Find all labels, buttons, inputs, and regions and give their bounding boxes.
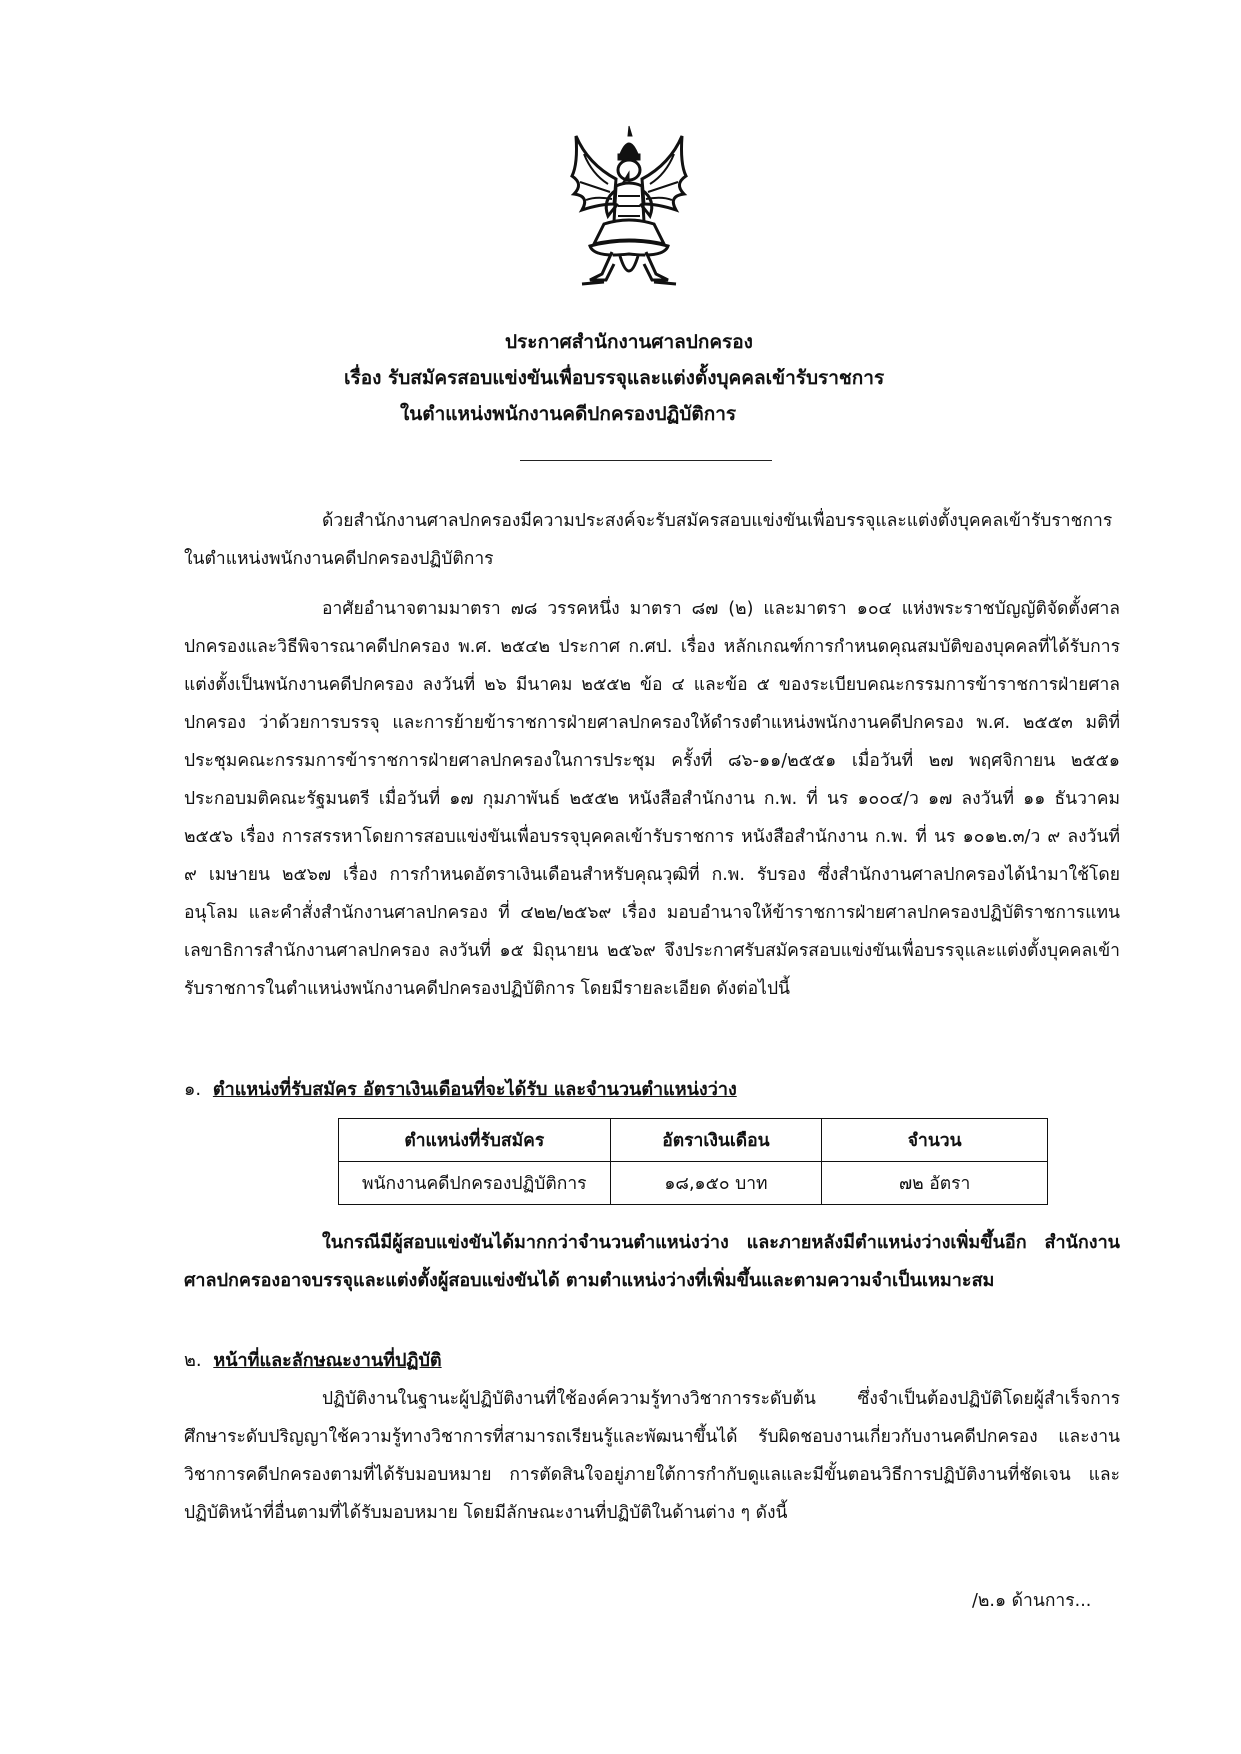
vacancy-note: ในกรณีมีผู้สอบแข่งขันได้มากกว่าจำนวนตำแหน่งว่าง และภายหลังมีตำแหน่งว่างเพิ่มขึ้นอีก สำนักงานศาลปกครองอาจบรรจุและแต่งตั้งผู้สอบแข่งขันได้ ตามตำแหน่งว่างที่เพิ่มขึ้นและตามความจำเป็นเหมาะสม	[184, 1232, 1120, 1291]
title-divider	[520, 460, 772, 461]
table-header-position: ตำแหน่งที่รับสมัคร	[339, 1119, 611, 1162]
section-2-number: ๒.	[184, 1350, 202, 1371]
title-line-1: ประกาศสำนักงานศาลปกครอง	[505, 331, 753, 353]
table-header-count: จำนวน	[822, 1119, 1048, 1162]
section-2-title: หน้าที่และลักษณะงานที่ปฏิบัติ	[213, 1350, 442, 1371]
positions-table	[338, 1118, 1048, 1205]
section-2-heading	[184, 1345, 442, 1374]
table-row	[339, 1162, 1048, 1205]
cell-position: พนักงานคดีปกครองปฏิบัติการ	[339, 1162, 611, 1205]
section-1-title: ตำแหน่งที่รับสมัคร อัตราเงินเดือนที่จะได้รับ และจำนวนตำแหน่งว่าง	[212, 1079, 737, 1100]
table-header-salary: อัตราเงินเดือน	[610, 1119, 822, 1162]
title-line-2: เรื่อง รับสมัครสอบแข่งขันเพื่อบรรจุและแต่งตั้งบุคคลเข้ารับราชการ	[344, 367, 885, 389]
section-1-number: ๑.	[184, 1079, 202, 1100]
cell-count: ๗๒ อัตรา	[822, 1162, 1048, 1205]
intro-paragraph: ด้วยสำนักงานศาลปกครองมีความประสงค์จะรับสมัครสอบแข่งขันเพื่อบรรจุและแต่งตั้งบุคคลเข้ารับราชการในตำแหน่งพนักงานคดีปกครองปฏิบัติการ	[184, 511, 1113, 569]
cell-salary: ๑๘,๑๕๐ บาท	[610, 1162, 822, 1205]
duties-paragraph: ปฏิบัติงานในฐานะผู้ปฏิบัติงานที่ใช้องค์ความรู้ทางวิชาการระดับต้น ซึ่งจำเป็นต้องปฏิบัติโดยผู้สำเร็จการศึกษาระดับปริญญาใช้ความรู้ทางวิชาการที่สามารถเรียนรู้และพัฒนาขึ้นได้ รับผิดชอบงานเกี่ยวกับงานคดีปกครอง และงานวิชาการคดีปกครองตามที่ได้รับมอบหมาย การตัดสินใจอยู่ภายใต้การกำกับดูแลและมีขั้นตอนวิธีการปฏิบัติงานที่ชัดเจน และปฏิบัติหน้าที่อื่นตามที่ได้รับมอบหมาย โดยมีลักษณะงานที่ปฏิบัติในด้านต่าง ๆ ดังนี้	[184, 1389, 1120, 1523]
table-header-row	[339, 1119, 1048, 1162]
garuda-emblem-icon	[568, 124, 690, 294]
section-1-heading	[184, 1074, 737, 1103]
title-line-3: ในตำแหน่งพนักงานคดีปกครองปฏิบัติการ	[400, 403, 737, 425]
authority-paragraph: อาศัยอำนาจตามมาตรา ๗๘ วรรคหนึ่ง มาตรา ๘๗ (๒) และมาตรา ๑๐๔ แห่งพระราชบัญญัติจัดตั้งศาลปกครองและวิธีพิจารณาคดีปกครอง พ.ศ. ๒๕๔๒ ประกาศ ก.ศป. เรื่อง หลักเกณฑ์การกำหนดคุณสมบัติของบุคคลที่ได้รับการแต่งตั้งเป็นพนักงานคดีปกครอง ลงวันที่ ๒๖ มีนาคม ๒๕๕๒ ข้อ ๔ และข้อ ๕ ของระเบียบคณะกรรมการข้าราชการฝ่ายศาลปกครอง ว่าด้วยการบรรจุ และการย้ายข้าราชการฝ่ายศาลปกครองให้ดำรงตำแหน่งพนักงานคดีปกครอง พ.ศ. ๒๕๕๓ มติที่ประชุมคณะกรรมการข้าราชการฝ่ายศาลปกครองในการประชุม ครั้งที่ ๘๖-๑๑/๒๕๕๑ เมื่อวันที่ ๒๗ พฤศจิกายน ๒๕๕๑ ประกอบมติคณะรัฐมนตรี เมื่อวันที่ ๑๗ กุมภาพันธ์ ๒๕๕๒ หนังสือสำนักงาน ก.พ. ที่ นร ๑๐๐๔/ว ๑๗ ลงวันที่ ๑๑ ธันวาคม ๒๕๕๖ เรื่อง การสรรหาโดยการสอบแข่งขันเพื่อบรรจุบุคคลเข้ารับราชการ หนังสือสำนักงาน ก.พ. ที่ นร ๑๐๑๒.๓/ว ๙ ลงวันที่ ๙ เมษายน ๒๕๖๗ เรื่อง การกำหนดอัตราเงินเดือนสำหรับคุณวุฒิที่ ก.พ. รับรอง ซึ่งสำนักงานศาลปกครองได้นำมาใช้โดยอนุโลม และคำสั่งสำนักงานศาลปกครอง ที่ ๔๒๒/๒๕๖๙ เรื่อง มอบอำนาจให้ข้าราชการฝ่ายศาลปกครองปฏิบัติราชการแทนเลขาธิการสำนักงานศาลปกครอง ลงวันที่ ๑๕ มิถุนายน ๒๕๖๙ จึงประกาศรับสมัครสอบแข่งขันเพื่อบรรจุและแต่งตั้งบุคคลเข้ารับราชการในตำแหน่งพนักงานคดีปกครองปฏิบัติการ โดยมีรายละเอียด ดังต่อไปนี้	[184, 599, 1120, 999]
page-continuation: /๒.๑ ด้านการ...	[972, 1591, 1092, 1611]
